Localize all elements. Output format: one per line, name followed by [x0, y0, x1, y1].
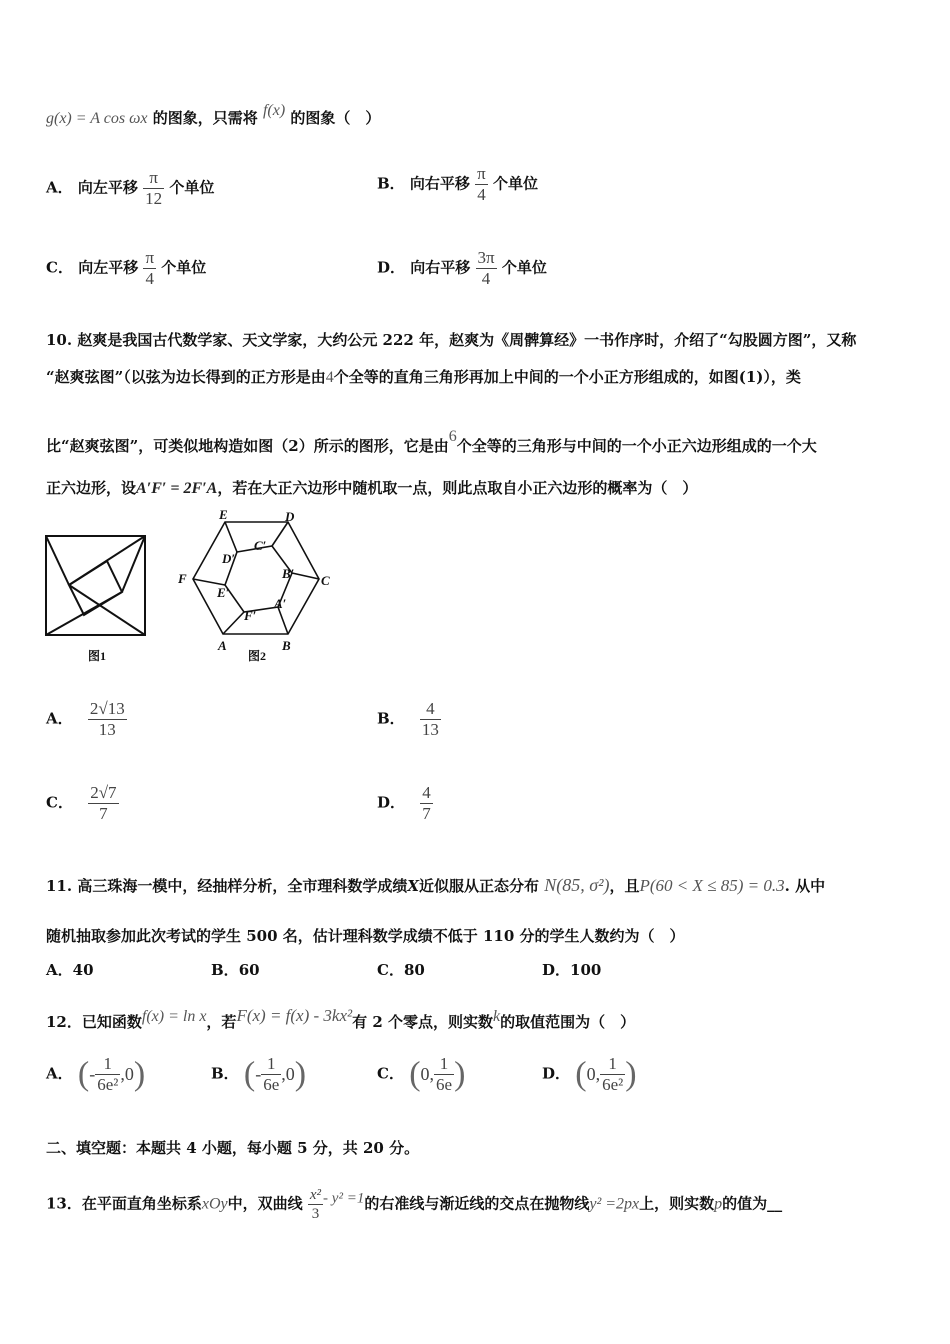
figure-1 — [40, 530, 155, 665]
q12-option-b[interactable]: B． (- $\frac{1}{6e}$ ,0) — [211, 1054, 307, 1094]
q9-option-a-fraction: $\frac{\pi}{12}$ — [145, 168, 163, 208]
q11-line1: 11. 高三珠海一模中，经抽样分析，全市理科数学成绩X近似服从正态分布 N(85, σ²)，且P(60 < X ≤ 85) = 0.3. 从中 — [46, 875, 826, 895]
q9-option-c[interactable]: C． 向左平移 $\frac{\pi}{4}$ 个单位 — [46, 248, 207, 288]
fig1-line — [46, 536, 69, 585]
fig2-label-Ep: E′ — [217, 585, 230, 600]
q11-option-b[interactable]: B．60 — [211, 961, 260, 979]
q10-line4: 正六边形，设A′F′ = 2F′A，若在大正六边形中随机取一点，则此点取自小正六边形的概率为（ ） — [46, 479, 698, 497]
fig2-label-E: E — [219, 507, 228, 522]
fig1-caption: 图1 — [88, 649, 107, 663]
q9-option-d-fraction: $\frac{3\pi}{4}$ — [477, 248, 495, 288]
q9-option-a[interactable]: A． 向左平移 $\frac{\pi}{12}$ 个单位 — [46, 168, 215, 208]
q11-option-a[interactable]: A．40 — [46, 961, 94, 979]
q10-option-b[interactable]: B． $\frac{4}{13}$ — [377, 699, 439, 739]
q10-line3: 比“赵爽弦图”，可类似地构造如图（2）所示的图形，它是由6个全等的三角形与中间的一个小正六边形组成的一个大 — [46, 428, 817, 455]
fig2-label-Ap: A′ — [274, 596, 287, 611]
fig2-label-Dp: D′ — [222, 551, 236, 566]
q11-option-c[interactable]: C．80 — [377, 961, 425, 979]
q10-line1: 10. 赵爽是我国古代数学家、天文学家，大约公元 222 年，赵爽为《周髀算经》一书作序时，介绍了“勾股圆方图”，又称 — [46, 331, 857, 349]
q9-stem-text1: 的图象，只需将 — [152, 109, 258, 127]
q13-stem: 13．在平面直角坐标系xOy中，双曲线 $\frac{\text{x²}}{3}$ - y² =1的右准线与渐近线的交点在抛物线y² =2px上，则实数p的值为__ — [46, 1187, 783, 1222]
fig2-label-D: D — [285, 509, 295, 524]
q9-stem-text2: 的图象（ ） — [290, 109, 381, 127]
q12-option-a[interactable]: A． (- $\frac{1}{\text{6e²}}$ ,0) — [46, 1054, 146, 1094]
q10-option-a[interactable]: A． $\frac{2√13}{13}$ — [46, 699, 125, 739]
q12-stem: 12．已知函数f(x) = ln x，若F(x) = f(x) - 3kx²有 2 个零点，则实数k的取值范围为（ ） — [46, 1006, 636, 1031]
fig2-label-Cp: C′ — [254, 538, 267, 553]
q9-math-g: g(x) = A cos ωx — [46, 110, 148, 127]
q9-math-f: f(x) — [262, 102, 286, 119]
fig1-inner-square — [69, 561, 122, 615]
q11-option-d[interactable]: D．100 — [542, 961, 602, 979]
q11-line2: 随机抽取参加此次考试的学生 500 名，估计理科数学成绩不低于 110 分的学生人数约为（ ） — [46, 927, 685, 945]
q10-option-d[interactable]: D． $\frac{4}{7}$ — [377, 783, 431, 823]
fig2-label-F: F — [178, 571, 187, 586]
fig1-outer-square — [46, 536, 145, 635]
q12-option-c[interactable]: C． (0, $\frac{1}{6e}$ ) — [377, 1054, 466, 1094]
q12-option-d[interactable]: D． (0, $\frac{1}{\text{6e²}}$ ) — [542, 1054, 637, 1094]
q10-line2: “赵爽弦图”（以弦为边长得到的正方形是由4个全等的直角三角形再加上中间的一个小正方形组成的，如图(1)），类 — [46, 368, 801, 386]
figure-2 — [170, 505, 340, 665]
fig2-caption: 图2 — [248, 649, 267, 663]
q9-option-d[interactable]: D． 向右平移 $\frac{3\pi}{4}$ 个单位 — [377, 248, 547, 288]
q9-stem — [46, 100, 380, 130]
q9-option-b[interactable]: B． 向右平移 $\frac{\pi}{4}$ 个单位 — [377, 164, 539, 204]
section-2-heading: 二、填空题：本题共 4 小题，每小题 5 分，共 20 分。 — [46, 1139, 420, 1157]
fig2-label-B: B — [282, 638, 291, 653]
fig2-label-Fp: F′ — [244, 608, 257, 623]
q10-option-c[interactable]: C． $\frac{2√7}{7}$ — [46, 783, 117, 823]
fig2-label-A: A — [218, 638, 227, 653]
fig2-label-C: C — [321, 573, 330, 588]
fig2-label-Bp: B′ — [282, 566, 295, 581]
q9-option-b-fraction: $\frac{\pi}{4}$ — [477, 164, 486, 204]
q9-option-c-fraction: $\frac{\pi}{4}$ — [145, 248, 155, 288]
